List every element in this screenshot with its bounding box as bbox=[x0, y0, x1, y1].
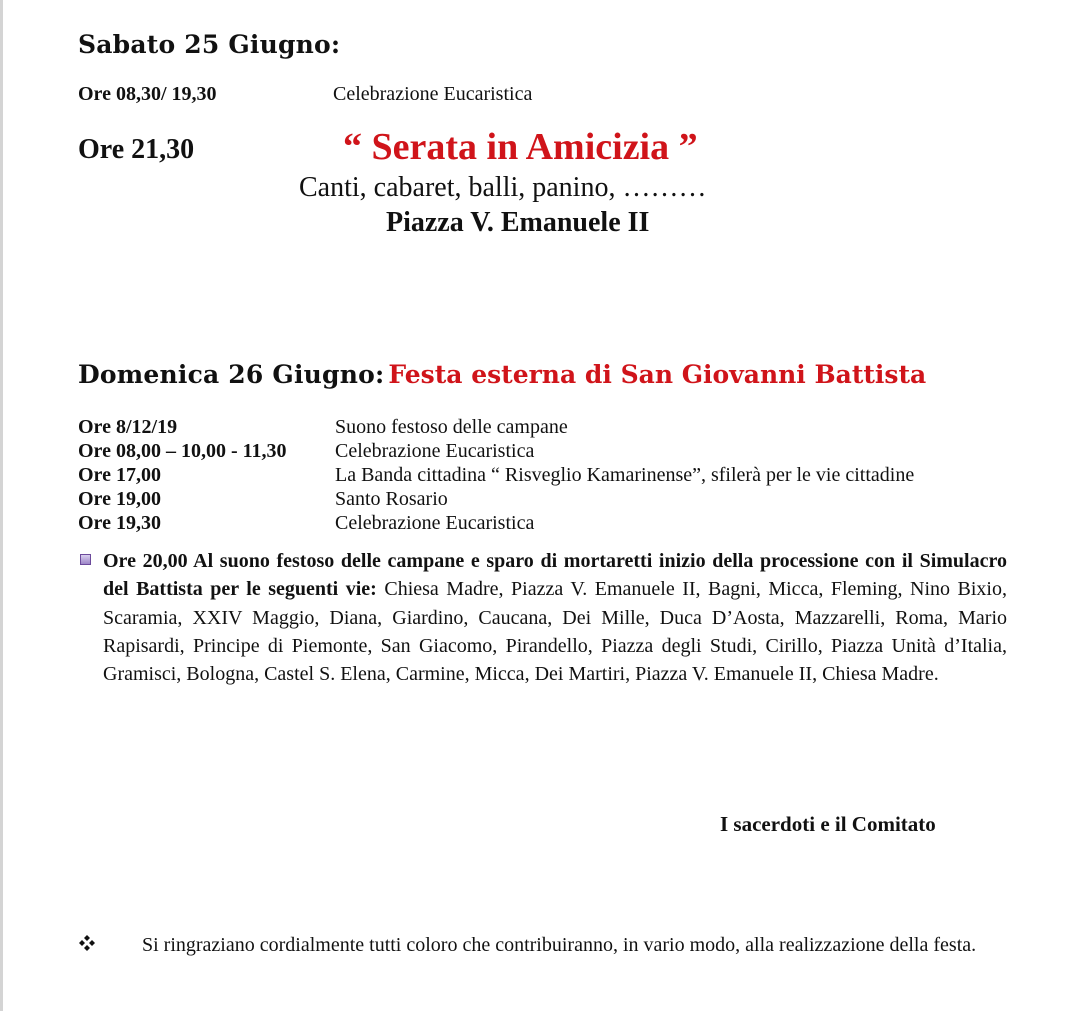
schedule-time-3: Ore 17,00 bbox=[78, 464, 161, 486]
page-edge bbox=[0, 0, 3, 1011]
thanks-note: Si ringraziano cordialmente tutti coloro che contribuiranno, in vario modo, alla realizzazione della festa. bbox=[142, 934, 977, 956]
schedule-desc-4: Santo Rosario bbox=[335, 488, 448, 510]
saturday-desc-1: Celebrazione Eucaristica bbox=[333, 83, 533, 105]
schedule-time-5: Ore 19,30 bbox=[78, 512, 161, 534]
serata-place: Piazza V. Emanuele II bbox=[386, 207, 650, 238]
saturday-evening-time: Ore 21,30 bbox=[78, 134, 195, 165]
serata-title: “ Serata in Amicizia ” bbox=[343, 126, 698, 168]
schedule-desc-3: La Banda cittadina “ Risveglio Kamarinense”, sfilerà per le vie cittadine bbox=[335, 464, 915, 486]
schedule-time-2: Ore 08,00 – 10,00 - 11,30 bbox=[78, 440, 287, 462]
saturday-heading: Sabato 25 Giugno: bbox=[78, 30, 341, 59]
schedule-desc-1: Suono festoso delle campane bbox=[335, 416, 568, 438]
sunday-heading-line bbox=[78, 360, 926, 389]
sunday-heading: Domenica 26 Giugno: bbox=[78, 360, 385, 389]
four-diamond-bullet-icon bbox=[79, 935, 95, 951]
procession-intro: Ore 20,00 Al suono festoso delle campane e sparo di mortaretti inizio della processione con il Simulacro del Battista per le seguenti vie: bbox=[103, 550, 1007, 601]
schedule-desc-2: Celebrazione Eucaristica bbox=[335, 440, 535, 462]
schedule-time-1: Ore 8/12/19 bbox=[78, 416, 178, 438]
square-bullet-icon bbox=[80, 554, 91, 565]
feast-title: Festa esterna di San Giovanni Battista bbox=[388, 360, 927, 389]
schedule-desc-5: Celebrazione Eucaristica bbox=[335, 512, 535, 534]
procession-paragraph bbox=[103, 547, 1007, 688]
procession-route: Chiesa Madre, Piazza V. Emanuele II, Bagni, Micca, Fleming, Nino Bixio, Scaramia, XXIV Maggio, Diana, Giardino, Caucana, Dei Mille, Duca D’Aosta, Mazzarelli, Roma, Mario Rapisardi, Principe di Piemonte, San Giacomo, Pirandello, Piazza degli Studi, Cirillo, Piazza Unità d’Italia, Gramisci, Bologna, Castel S. Elena, Carmine, Micca, Dei Martiri, Piazza V. Emanuele II, Chiesa Madre. bbox=[103, 578, 1007, 686]
saturday-time-1: Ore 08,30/ 19,30 bbox=[78, 83, 217, 105]
signature: I sacerdoti e il Comitato bbox=[720, 812, 936, 836]
serata-subtitle: Canti, cabaret, balli, panino, ……… bbox=[299, 172, 707, 203]
schedule-time-4: Ore 19,00 bbox=[78, 488, 161, 510]
